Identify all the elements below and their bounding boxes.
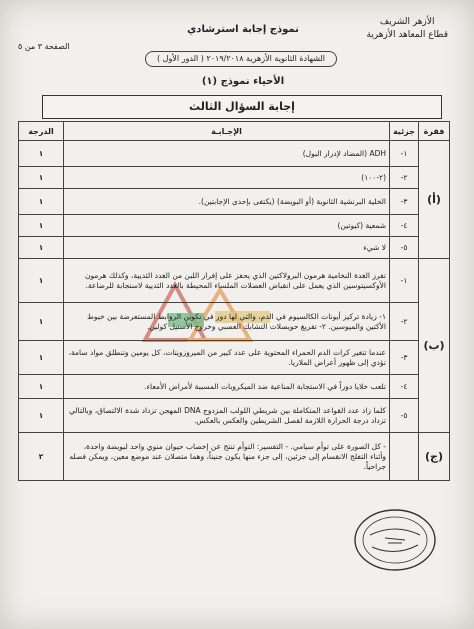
row-degree: ١ [19,375,64,399]
row-answer: شمعية (كيوتين) [64,215,390,237]
row-sub: ٤- [390,375,419,399]
document-title: نموذج إجابة استرشادي [187,24,299,35]
row-sub: ٤- [390,215,419,237]
row-answer: ADH (المضاد لإدرار البول) [64,141,390,167]
table-row [19,375,450,399]
row-degree: ١ [19,341,64,375]
row-answer: الخلية البرنشية الثانوية (أو البويضة) (يكتفى بإحدى الإجابتين). [64,189,390,215]
table-row [19,303,450,341]
table-row [19,433,450,481]
row-sub: ٢- [390,303,419,341]
row-degree: ٢ [19,433,64,481]
exam-label: الشهادة الثانوية الأزهرية ٢٠١٩/٢٠١٨ ( الدور الأول ) [145,51,337,67]
row-degree: ١ [19,189,64,215]
row-degree: ١ [19,303,64,341]
row-answer: كلما زاد عدد القواعد المتكاملة بين شريطي اللولب المزدوج DNA المهجن تزداد شدة الالتصاق، وبالتالي تزداد درجة الحرارة اللازمة لفصل الشريطين والعكس بالعكس. [64,399,390,433]
table-row [19,259,450,303]
table-row [19,141,450,167]
row-degree: ١ [19,237,64,259]
row-sub: ١- [390,141,419,167]
table-header-row [19,122,450,141]
row-sub: ١- [390,259,419,303]
row-answer: تفرز الغدة النخامية هرمون البرولاكتين الذي يحفز على إفراز اللبن من الغدد الثديية، وكذلك هرمون الأوكسيتوسين الذي يعمل على انقباض العضلات الملساء المحيطة بالغدد الثديية لاستجابة للرضاعة. [64,259,390,303]
table-row [19,237,450,259]
official-seal [350,505,440,575]
header-sub: جزئية [390,122,419,141]
table-row [19,189,450,215]
row-sub: ٥- [390,399,419,433]
row-degree: ١ [19,399,64,433]
header-part: فقرة [419,122,450,141]
row-answer: - كل الصورة على توأم سيامي. - التفسير: التوأم تنتج عن إخصاب حيوان منوي واحد لبويضة واحدة، وأثناء التفلج الانقسام إلى جزئين، إلى جزء منها يكون جنيناً، وهما متصلان عند موضع معين، ويمكن فصله جراحياً. [64,433,390,481]
subject-model: الأحياء نموذج (١) [201,76,285,87]
header-degree: الدرجة [19,122,64,141]
row-sub: ٣- [390,189,419,215]
org-line-1: الأزهر الشريف [379,17,435,27]
row-sub [390,433,419,481]
table-row [19,215,450,237]
section-label: (ج) [419,433,450,481]
table-row [19,167,450,189]
row-degree: ١ [19,259,64,303]
row-answer: ١- زيادة تركيز أيونات الكالسيوم في الدم، والتي لها دور في تكوين الروابط المستعرضة بين خيوط الأكتين والميوسين. ٢- تفريغ حويصلات التشابك العصبي وخروج الأستيل كولين. [64,303,390,341]
row-answer: تلعب خلايا دوراً في الاستجابة المناعية ضد الميكروبات المسببة لأمراض الأمعاء. [64,375,390,399]
row-sub: ٢- [390,167,419,189]
row-answer: لا شيء [64,237,390,259]
question-title: إجابة السؤال الثالث [42,95,442,119]
org-header [366,16,448,42]
section-label: (ب) [419,259,450,433]
table-row [19,341,450,375]
section-label: (أ) [419,141,450,259]
table-row [19,399,450,433]
header-answer: الإجـابـة [64,122,390,141]
answer-table [18,121,450,481]
row-degree: ١ [19,215,64,237]
row-degree: ١ [19,167,64,189]
org-line-2: قطاع المعاهد الأزهرية [366,30,448,40]
page-number: الصفحة ٣ من ٥ [18,42,70,51]
row-sub: ٥- [390,237,419,259]
row-sub: ٣- [390,341,419,375]
row-answer: عندما تتغير كرات الدم الحمراء المحتوية على عدد كبير من الميروزويتات، كل يومين وتنطلق مواد سامة، تؤدي إلى ظهور أعراض الملاريا. [64,341,390,375]
row-degree: ١ [19,141,64,167]
row-answer: (٢-١٠٠) [64,167,390,189]
